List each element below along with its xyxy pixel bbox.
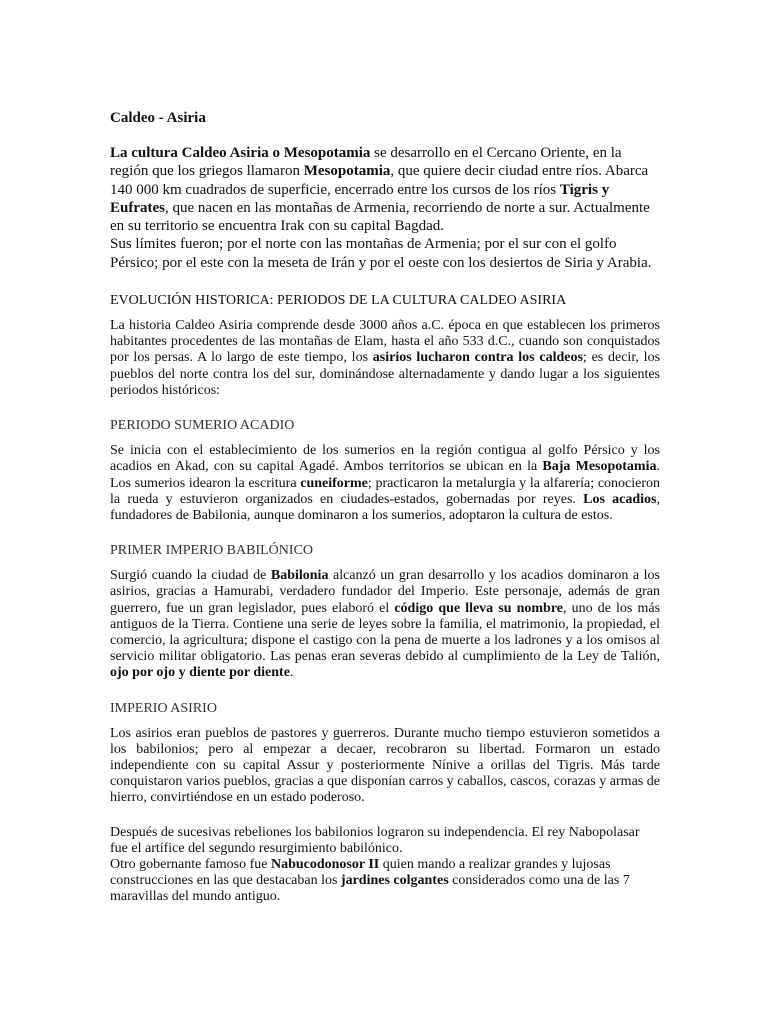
bold-text-run: Tigris y Eufrates	[110, 181, 610, 216]
text-run: ; practicaron la metalurgia y la alfarería; conocieron la rueda y estuvieron organizados en ciudades-estados, gobernadas por reyes.	[110, 475, 661, 507]
text-run: Surgió cuando la ciudad de	[110, 568, 271, 584]
section-heading-sumerio-acadio: PERIODO SUMERIO ACADIO	[110, 418, 295, 434]
text-run: , que quiere decir ciudad entre ríos. Abarca 140 000 km cuadrados de superficie, encerrado entre los cursos de los ríos	[110, 163, 649, 198]
section-paragraph-sumerio-acadio	[110, 443, 660, 524]
text-run: Otro gobernante famoso fue	[110, 856, 271, 872]
bold-text-run: Nabucodonosor II	[270, 856, 380, 872]
text-run: se desarrollo en el Cercano Oriente, en la región que los griegos llamaron	[110, 145, 622, 180]
text-run: Los asirios eran pueblos de pastores y guerreros. Durante mucho tiempo estuvieron sometidos a los babilonios; pero al empezar a decaer, recobraron su libertad. Formaron un estado independiente con su capital Assur y posteriormente Nínive a orillas del Tigris. Más tarde conquistaron varios pueblos, gracias a que disponían carros y caballos, cascos, corazas y armas de hierro, convirtiéndose en un estado poderoso.	[110, 725, 660, 806]
text-run: . Los sumerios idearon la escritura	[110, 459, 660, 491]
bold-text-run: ojo por ojo y diente por diente	[110, 665, 290, 681]
intro-paragraph-1	[110, 144, 660, 235]
section-heading-primer-imperio: PRIMER IMPERIO BABILÓNICO	[110, 543, 314, 559]
text-run: , uno de los más antiguos de la Tierra. Contiene una serie de leyes sobre la familia, el matrimonio, la propiedad, el comercio, la agricultura; dispone el castigo con la pena de muerte a los ladrones y a los omisos al servicio militar obligatorio. Las penas eran severas debido al cumplimiento de la Ley de Talión,	[110, 600, 661, 665]
bold-text-run: código que lleva su nombre	[394, 600, 564, 616]
document-title: Caldeo - Asiria	[110, 110, 206, 126]
section-heading-imperio-asirio: IMPERIO ASIRIO	[110, 700, 217, 716]
text-run: La historia Caldeo Asiria comprende desde 3000 años a.C. época en que establecen los primeros habitantes procedentes de las montañas de Elam, hasta el año 533 d.C., cuando son conquistados por los persas. A lo largo de este tiempo, los	[110, 318, 660, 366]
text-run: Después de sucesivas rebeliones los babilonios lograron su independencia. El rey Nabopolasar fue el artífice del segundo resurgimiento babilónico.	[110, 824, 640, 856]
bold-text-run: asirios lucharon contra los caldeos	[372, 350, 583, 366]
section-paragraph-primer-imperio	[110, 568, 660, 681]
bold-text-run: Mesopotamia	[303, 163, 391, 180]
text-run: alcanzó un gran desarrollo y los acadios dominaron a los asirios, gracias a Hamurabi, verdadero fundador del Imperio. Este personaje, además de gran guerrero, fue un gran legislador, pues elaboró el	[110, 568, 660, 616]
bold-text-run: cuneiforme	[300, 475, 368, 491]
bold-text-run: Babilonia	[270, 568, 329, 584]
bold-text-run: Los acadios	[583, 491, 657, 507]
text-run: Se inicia con el establecimiento de los sumerios en la región contigua al golfo Pérsico y los acadios en Akad, con su capital Agadé. Ambos territorios se ubican en la	[110, 443, 660, 475]
intro-block	[110, 144, 660, 272]
section-paragraph-imperio-asirio-3	[110, 857, 660, 906]
bold-text-run: Baja Mesopotamia	[542, 459, 657, 475]
text-run: , fundadores de Babilonia, aunque dominaron a los sumerios, adoptaron la cultura de estos.	[110, 491, 661, 523]
intro-paragraph-2	[110, 235, 660, 272]
text-run: , que nacen en las montañas de Armenia, recorriendo de norte a sur. Actualmente en su territorio se encuentra Irak con su capital Bagdad.	[110, 199, 650, 235]
document-page	[110, 108, 660, 924]
section-heading-evolucion: EVOLUCIÓN HISTORICA: PERIODOS DE LA CULTURA CALDEO ASIRIA	[110, 293, 567, 309]
bold-text-run: jardines colgantes	[340, 873, 449, 889]
section-paragraph-evolucion	[110, 318, 660, 399]
text-run: considerados como una de las 7 maravillas del mundo antiguo.	[110, 873, 630, 905]
text-run: Sus límites fueron; por el norte con las montañas de Armenia; por el sur con el golfo Pérsico; por el este con la meseta de Irán y por el oeste con los desiertos de Siria y Arabia.	[110, 236, 652, 271]
text-run: .	[289, 665, 294, 681]
text-run: quien mando a realizar grandes y lujosas construcciones en las que destacaban los	[110, 856, 611, 889]
bold-text-run: La cultura Caldeo Asiria o Mesopotamia	[110, 145, 371, 161]
section-paragraph-imperio-asirio-1	[110, 726, 660, 807]
section-paragraph-imperio-asirio-2	[110, 825, 660, 857]
text-run: ; es decir, los pueblos del norte contra los del sur, dominándose alternadamente y dando lugar a los siguientes periodos históricos:	[110, 350, 661, 398]
